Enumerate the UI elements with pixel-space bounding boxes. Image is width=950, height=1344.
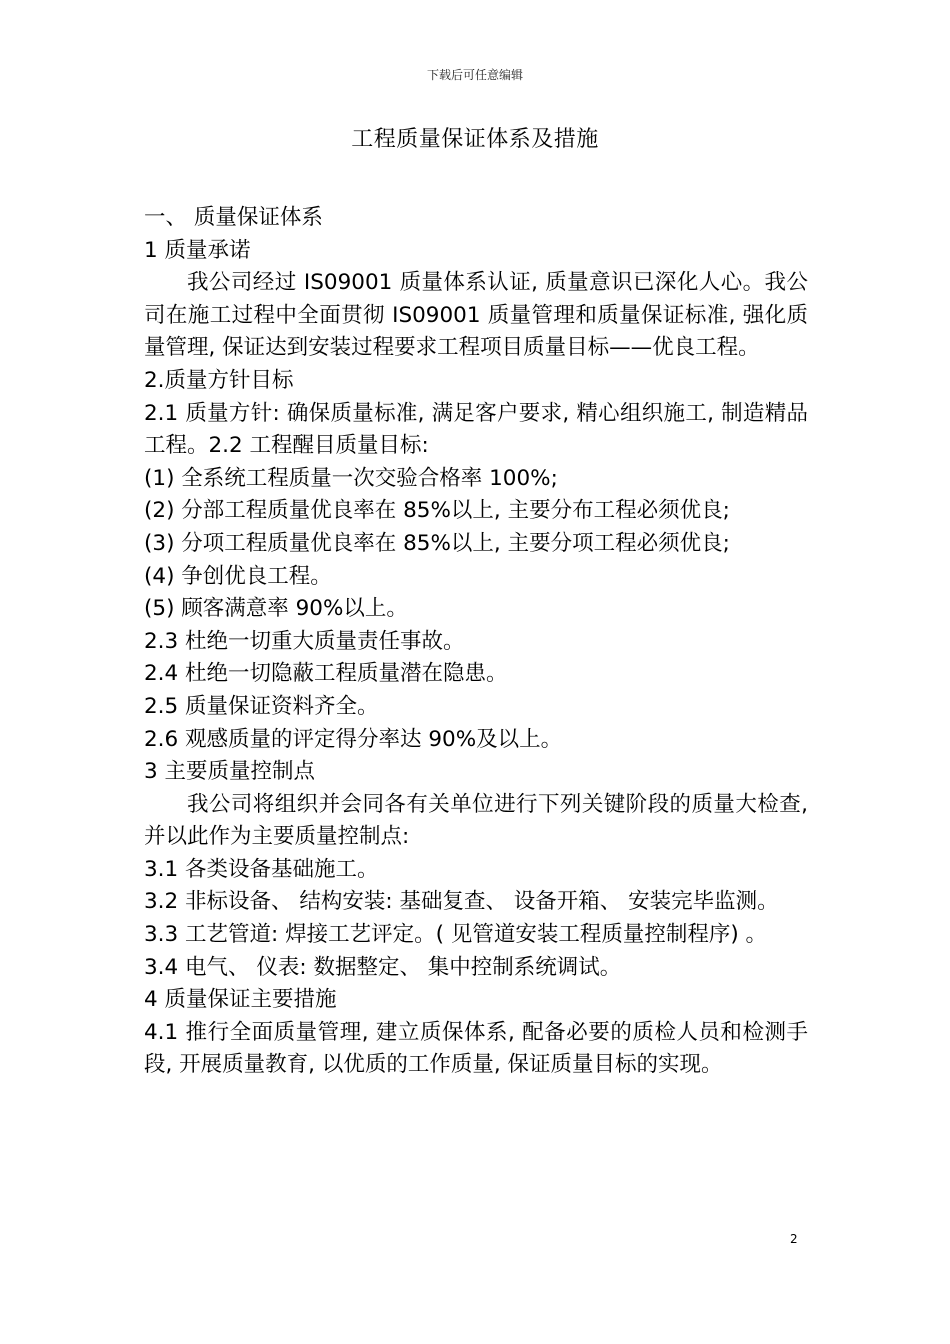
header-note: 下载后可任意编辑 (426, 68, 523, 82)
paragraph: 我公司经过 IS09001 质量体系认证, 质量意识已深化人心。我公司在施工过程中全面贯彻 IS09001 质量管理和质量保证标准, 强化质量管理, 保证达到安装过程要求工程项目质量目标——优良工程。 (144, 270, 808, 361)
subsection-heading: 4 质量保证主要措施 (144, 987, 337, 1013)
document-body (144, 202, 808, 1082)
list-item: (1) 全系统工程质量一次交验合格率 100%; (144, 465, 558, 491)
document-title: 工程质量保证体系及措施 (351, 127, 599, 152)
subsection-heading: 1 质量承诺 (144, 237, 251, 263)
page-number: 2 (790, 1232, 798, 1246)
paragraph: 2.6 观感质量的评定得分率达 90%及以上。 (144, 726, 563, 752)
list-item: (5) 顾客满意率 90%以上。 (144, 596, 408, 622)
list-item: (4) 争创优良工程。 (144, 563, 332, 589)
paragraph: 2.4 杜绝一切隐蔽工程质量潜在隐患。 (144, 661, 508, 687)
paragraph: 我公司将组织并会同各有关单位进行下列关键阶段的质量大检查, 并以此作为主要质量控制点: (144, 791, 808, 850)
section-heading: 一、 质量保证体系 (144, 205, 323, 230)
paragraph: 4.1 推行全面质量管理, 建立质保体系, 配备必要的质检人员和检测手段, 开展质量教育, 以优质的工作质量, 保证质量目标的实现。 (144, 1019, 808, 1078)
list-item: (3) 分项工程质量优良率在 85%以上, 主要分项工程必须优良; (144, 530, 730, 556)
paragraph: 3.4 电气、 仪表: 数据整定、 集中控制系统调试。 (144, 954, 622, 980)
list-item: (2) 分部工程质量优良率在 85%以上, 主要分布工程必须优良; (144, 498, 730, 524)
paragraph: 2.5 质量保证资料齐全。 (144, 693, 379, 719)
subsection-heading: 2.质量方针目标 (144, 367, 294, 393)
paragraph: 3.2 非标设备、 结构安装: 基础复查、 设备开箱、 安装完毕监测。 (144, 889, 779, 915)
paragraph: 3.3 工艺管道: 焊接工艺评定。( 见管道安装工程质量控制程序) 。 (144, 922, 768, 948)
paragraph: 2.1 质量方针: 确保质量标准, 满足客户要求, 精心组织施工, 制造精品工程。2.2 工程醒目质量目标: (144, 400, 808, 459)
subsection-heading: 3 主要质量控制点 (144, 759, 316, 785)
paragraph: 3.1 各类设备基础施工。 (144, 856, 379, 882)
paragraph: 2.3 杜绝一切重大质量责任事故。 (144, 628, 465, 654)
